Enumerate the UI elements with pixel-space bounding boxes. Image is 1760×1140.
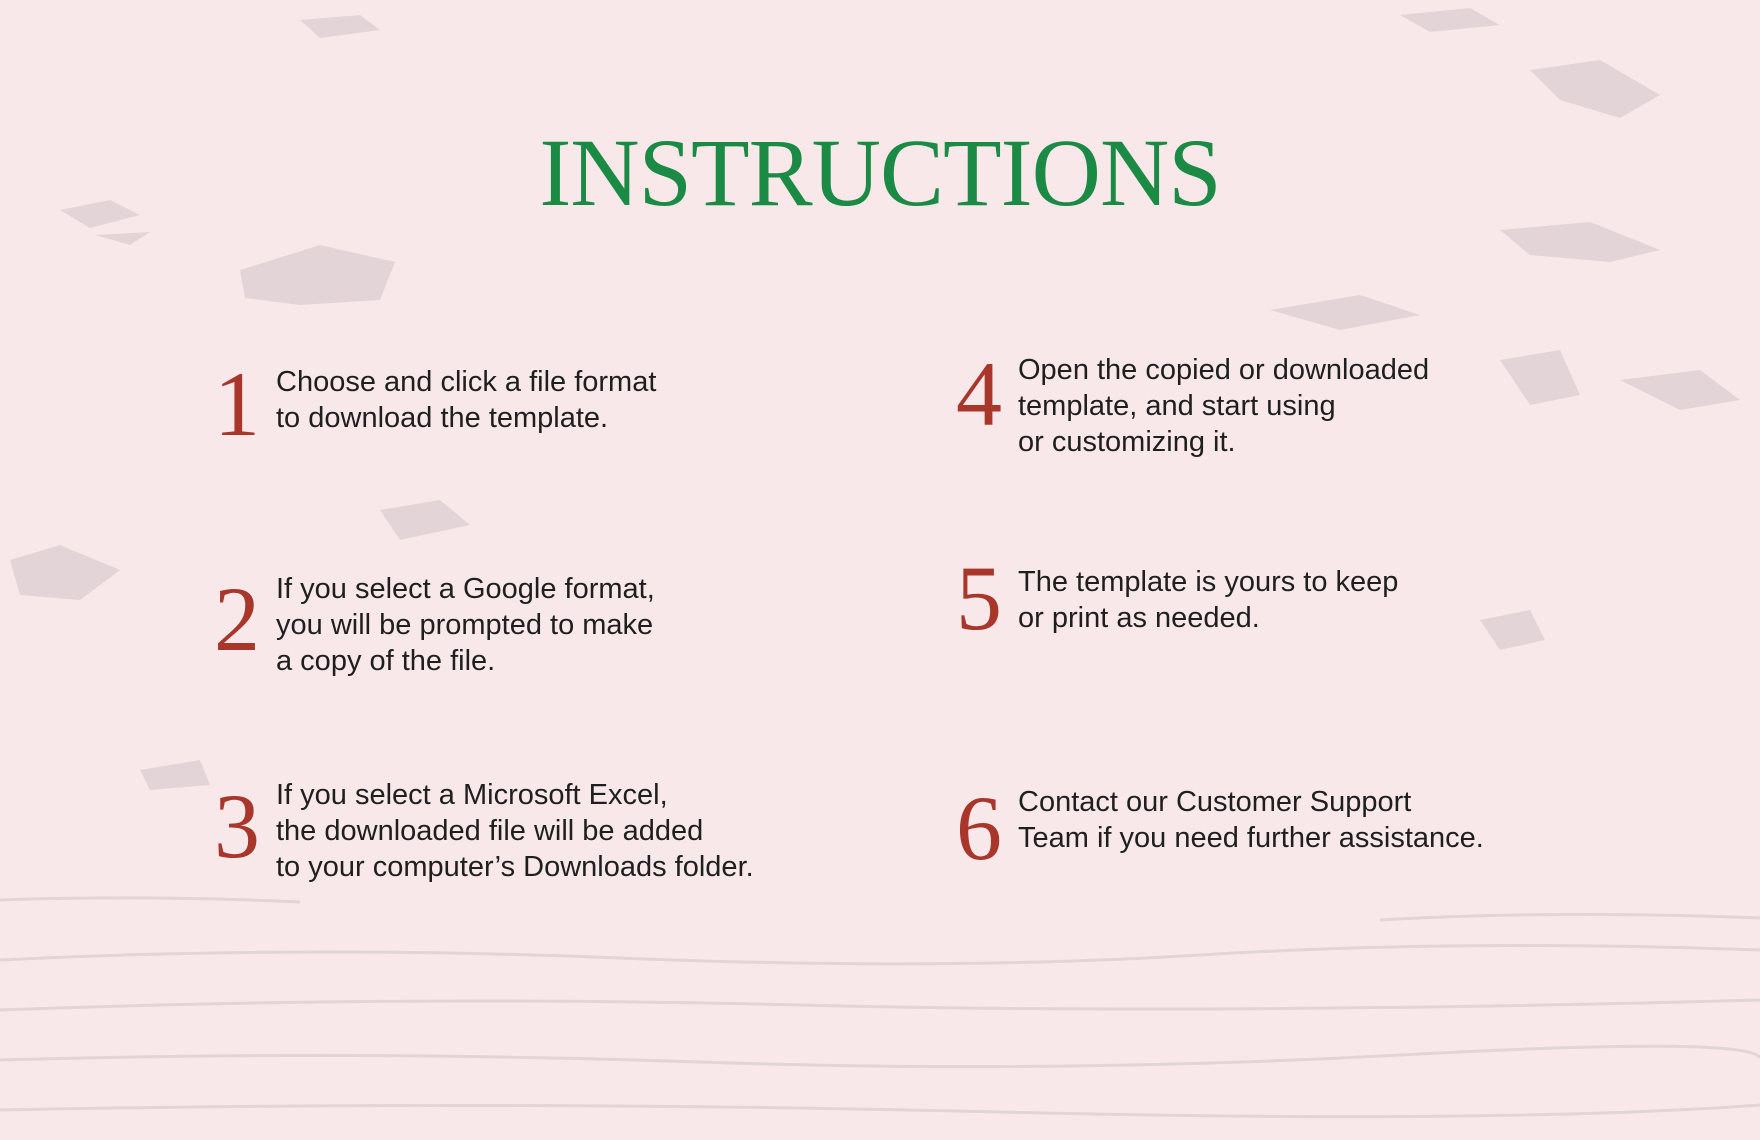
step-number: 2: [214, 568, 260, 670]
page-title: INSTRUCTIONS: [539, 119, 1221, 226]
step-2: [214, 568, 655, 679]
step-5: [956, 547, 1399, 649]
step-4: [956, 343, 1430, 460]
step-number: 5: [956, 547, 1002, 649]
step-number: 6: [956, 777, 1002, 879]
step-text: The template is yours to keep or print as needed.: [1018, 566, 1399, 634]
step-text: Open the copied or downloaded template, and start using or customizing it.: [1018, 354, 1430, 458]
step-6: [956, 777, 1484, 879]
step-text: Choose and click a file format to download the template.: [276, 366, 657, 434]
step-number: 3: [214, 775, 260, 877]
step-text: If you select a Google format, you will be prompted to make a copy of the file.: [276, 573, 655, 677]
step-text: Contact our Customer Support Team if you need further assistance.: [1018, 786, 1484, 854]
step-text: If you select a Microsoft Excel, the downloaded file will be added to your computer’s Downloads folder.: [276, 779, 754, 883]
step-3: [214, 775, 754, 885]
step-1: [214, 353, 657, 455]
step-number: 4: [956, 343, 1002, 445]
step-number: 1: [214, 353, 260, 455]
